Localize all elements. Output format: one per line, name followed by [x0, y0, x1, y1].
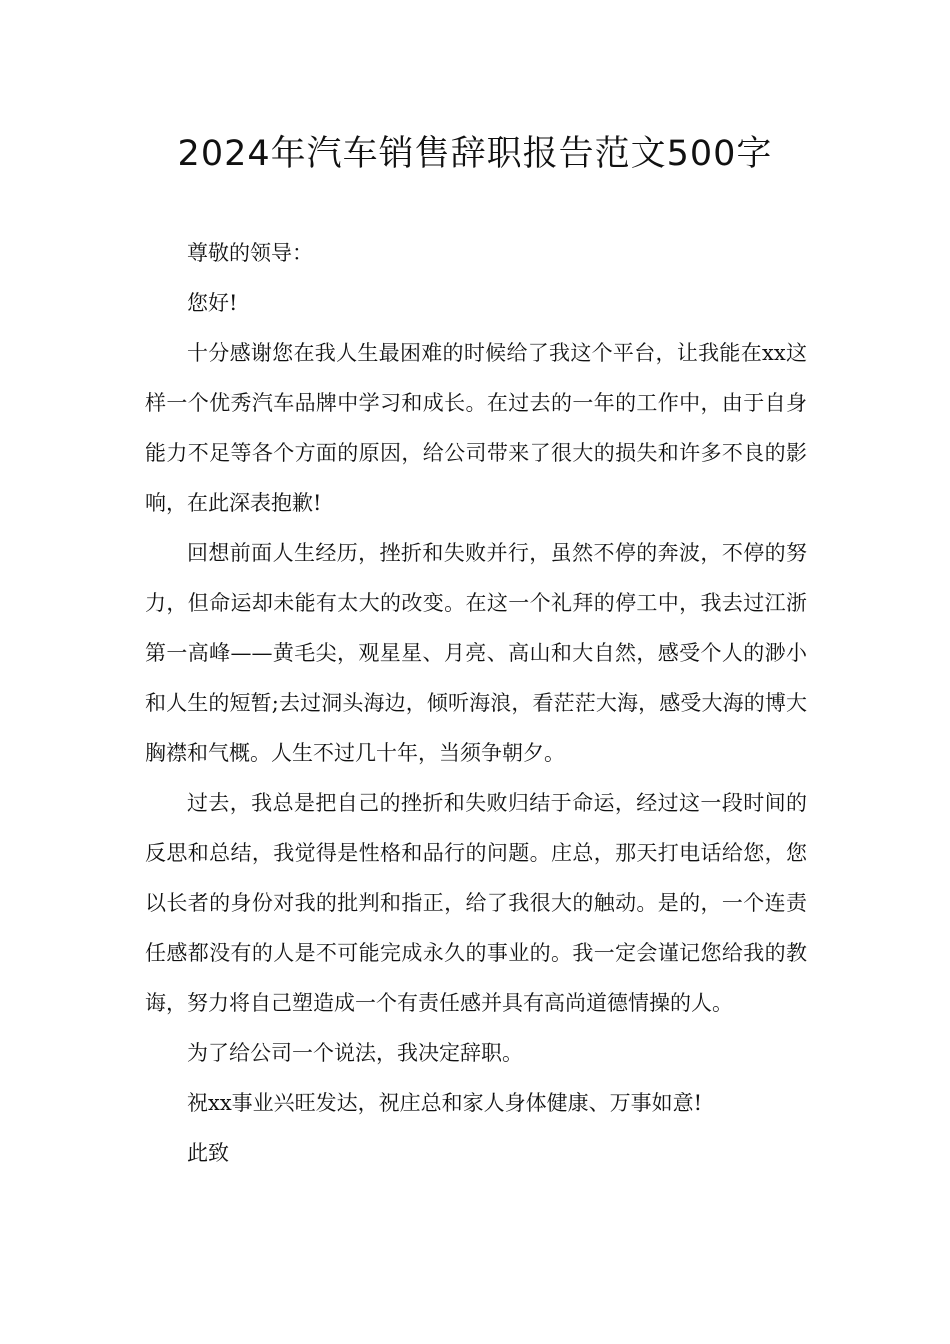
paragraph-decision: 为了给公司一个说法，我决定辞职。: [187, 1041, 523, 1065]
paragraph-thanks: 十分感谢您在我人生最困难的时候给了我这个平台，让我能在xx这样一个优秀汽车品牌中学习和成长。在过去的一年的工作中，由于自身能力不足等各个方面的原因，给公司带来了很大的损失和许多不良的影响，在此深表抱歉!: [145, 341, 807, 515]
paragraph-wishes: 祝xx事业兴旺发达，祝庄总和家人身体健康、万事如意!: [187, 1091, 703, 1115]
closing-line: 此致: [187, 1141, 229, 1165]
paragraph-reflection: 回想前面人生经历，挫折和失败并行，虽然不停的奔波，不停的努力，但命运却未能有太大的改变。在这一个礼拜的停工中，我去过江浙第一高峰——黄毛尖，观星星、月亮、高山和大自然，感受个人的渺小和人生的短暂;去过洞头海边，倾听海浪，看茫茫大海，感受大海的博大胸襟和气概。人生不过几十年，当须争朝夕。: [145, 541, 807, 765]
document-body: [145, 228, 807, 1178]
greeting: 您好!: [187, 291, 238, 315]
document-title: 2024年汽车销售辞职报告范文500字: [177, 134, 773, 174]
paragraph-lessons: 过去，我总是把自己的挫折和失败归结于命运，经过这一段时间的反思和总结，我觉得是性格和品行的问题。庄总，那天打电话给您，您以长者的身份对我的批判和指正，给了我很大的触动。是的，一个连责任感都没有的人是不可能完成永久的事业的。我一定会谨记您给我的教诲，努力将自己塑造成一个有责任感并具有高尚道德情操的人。: [145, 791, 807, 1015]
salutation: 尊敬的领导：: [187, 241, 313, 265]
